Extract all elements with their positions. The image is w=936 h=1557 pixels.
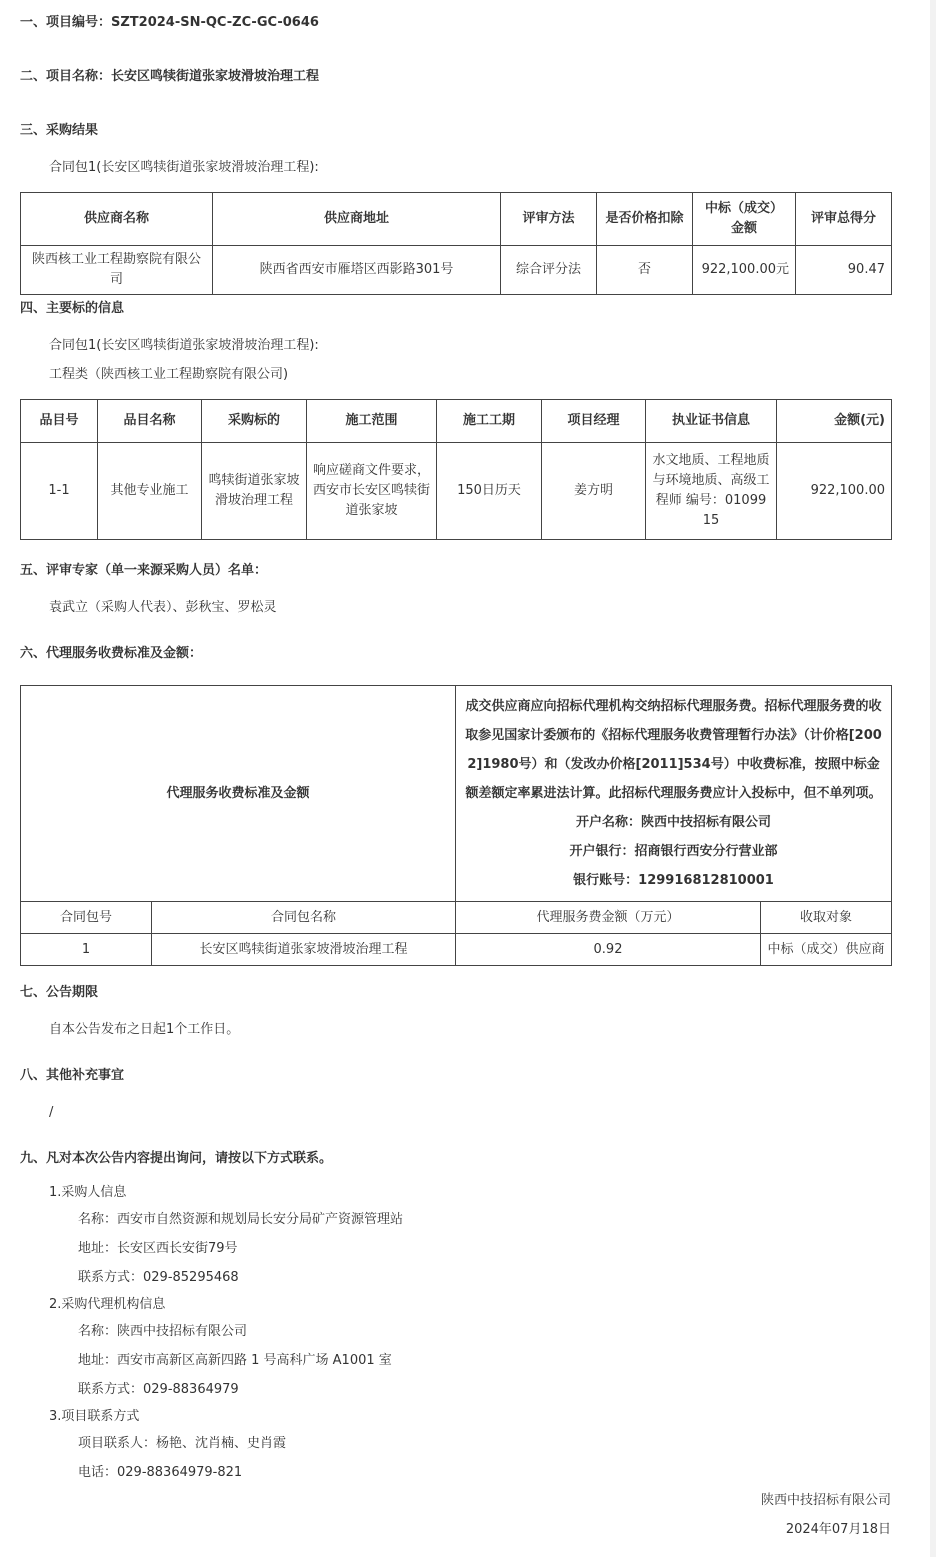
header-subject: 采购标的 [202, 400, 307, 443]
header-duration: 施工工期 [437, 400, 542, 443]
cell-certificate: 水文地质、工程地质与环境地质、高级工程师 编号：0109915 [646, 443, 777, 540]
notice-period-heading: 七、公告期限 [20, 985, 99, 1000]
header-total-score: 评审总得分 [796, 193, 892, 246]
footer-date: 2024年07月18日 [785, 1522, 891, 1537]
cell-package-name: 长安区鸣犊街道张家坡滑坡治理工程 [152, 934, 456, 966]
cell-review-method: 综合评分法 [501, 246, 597, 295]
cell-price-deduction: 否 [597, 246, 693, 295]
header-package-name: 合同包名称 [152, 902, 456, 934]
notice-period-text: 自本公告发布之日起1个工作日。 [49, 1022, 240, 1037]
project-name-heading: 二、项目名称：长安区鸣犊街道张家坡滑坡治理工程 [20, 69, 320, 84]
purchaser-name: 名称：西安市自然资源和规划局长安分局矿产资源管理站 [78, 1212, 404, 1227]
footer-organization: 陕西中技招标有限公司 [760, 1493, 891, 1508]
header-fee-payer: 收取对象 [761, 902, 892, 934]
project-number-heading: 一、项目编号：SZT2024-SN-QC-ZC-GC-0646 [20, 15, 319, 30]
cell-subject: 鸣犊街道张家坡滑坡治理工程 [202, 443, 307, 540]
agency-fee-heading: 六、代理服务收费标准及金额： [20, 646, 203, 661]
main-subject-heading: 四、主要标的信息 [20, 301, 125, 316]
cell-item-name: 其他专业施工 [98, 443, 202, 540]
header-price-deduction: 是否价格扣除 [597, 193, 693, 246]
cell-item-no: 1-1 [21, 443, 98, 540]
package-line: 合同包1(长安区鸣犊街道张家坡滑坡治理工程): [49, 160, 319, 175]
supplementary-text: / [49, 1105, 54, 1120]
fee-description-row [21, 686, 892, 902]
table-header-row [21, 193, 892, 246]
account-name: 开户名称：陕西中技招标有限公司 [576, 815, 772, 830]
table-row [21, 934, 892, 966]
cell-bid-amount: 922,100.00元 [693, 246, 796, 295]
table-header-row [21, 902, 892, 934]
project-contact-title: 3.项目联系方式 [49, 1409, 140, 1424]
scrollbar[interactable] [930, 0, 936, 1557]
project-contact-people: 项目联系人：杨艳、沈肖楠、史肖霞 [78, 1436, 287, 1451]
table-row [21, 443, 892, 540]
purchaser-phone: 联系方式：029-85295468 [78, 1270, 239, 1285]
agency-address: 地址：西安市高新区高新四路 1 号高科广场 A1001 室 [78, 1353, 392, 1368]
cell-package-no: 1 [21, 934, 152, 966]
header-review-method: 评审方法 [501, 193, 597, 246]
purchaser-address: 地址：长安区西长安街79号 [78, 1241, 238, 1256]
header-manager: 项目经理 [542, 400, 646, 443]
header-certificate: 执业证书信息 [646, 400, 777, 443]
cell-supplier-address: 陕西省西安市雁塔区西影路301号 [213, 246, 501, 295]
cell-supplier-name: 陕西核工业工程勘察院有限公司 [21, 246, 213, 295]
fee-description-cell [456, 686, 892, 902]
bank-name: 开户银行：招商银行西安分行营业部 [569, 844, 778, 859]
expert-names: 袁武立（采购人代表）、彭秋宝、罗松灵 [49, 600, 277, 615]
agency-phone: 联系方式：029-88364979 [78, 1382, 239, 1397]
supplementary-heading: 八、其他补充事宜 [20, 1068, 125, 1083]
fee-description: 成交供应商应向招标代理机构交纳招标代理服务费。招标代理服务费的收取参见国家计委颁布的《招标代理服务收费管理暂行办法》（计价格[2002]1980号）和（发改办价格[2011]534号）中收费标准，按照中标金额差额定率累进法计算。此招标代理服务费应计入投标中，但不单列项。 [465, 699, 882, 801]
header-amount: 金额(元) [777, 400, 892, 443]
header-item-no: 品目号 [21, 400, 98, 443]
cell-amount: 922,100.00 [777, 443, 892, 540]
header-package-no: 合同包号 [21, 902, 152, 934]
account-number: 银行账号：129916812810001 [573, 873, 774, 888]
cell-scope: 响应磋商文件要求，西安市长安区鸣犊街道张家坡 [307, 443, 437, 540]
agency-name: 名称：陕西中技招标有限公司 [78, 1324, 248, 1339]
purchaser-info-title: 1.采购人信息 [49, 1185, 127, 1200]
agency-info-title: 2.采购代理机构信息 [49, 1297, 166, 1312]
cell-fee-payer: 中标（成交）供应商 [761, 934, 892, 966]
cell-fee-amount: 0.92 [456, 934, 761, 966]
expert-list-heading: 五、评审专家（单一来源采购人员）名单： [20, 563, 268, 578]
header-bid-amount: 中标（成交）金额 [693, 193, 796, 246]
fee-label: 代理服务收费标准及金额 [21, 686, 456, 902]
header-scope: 施工范围 [307, 400, 437, 443]
header-supplier-name: 供应商名称 [21, 193, 213, 246]
category-line: 工程类（陕西核工业工程勘察院有限公司) [49, 367, 289, 382]
package-line: 合同包1(长安区鸣犊街道张家坡滑坡治理工程): [49, 338, 319, 353]
cell-manager: 姜方明 [542, 443, 646, 540]
project-contact-phone: 电话：029-88364979-821 [78, 1465, 243, 1480]
agency-fee-table [20, 685, 892, 966]
table-header-row [21, 400, 892, 443]
result-table [20, 192, 892, 295]
cell-total-score: 90.47 [796, 246, 892, 295]
cell-duration: 150日历天 [437, 443, 542, 540]
header-fee-amount: 代理服务费金额（万元） [456, 902, 761, 934]
table-row [21, 246, 892, 295]
contact-heading: 九、凡对本次公告内容提出询问，请按以下方式联系。 [20, 1151, 333, 1166]
procurement-result-heading: 三、采购结果 [20, 123, 99, 138]
header-item-name: 品目名称 [98, 400, 202, 443]
subject-table [20, 399, 892, 540]
header-supplier-address: 供应商地址 [213, 193, 501, 246]
